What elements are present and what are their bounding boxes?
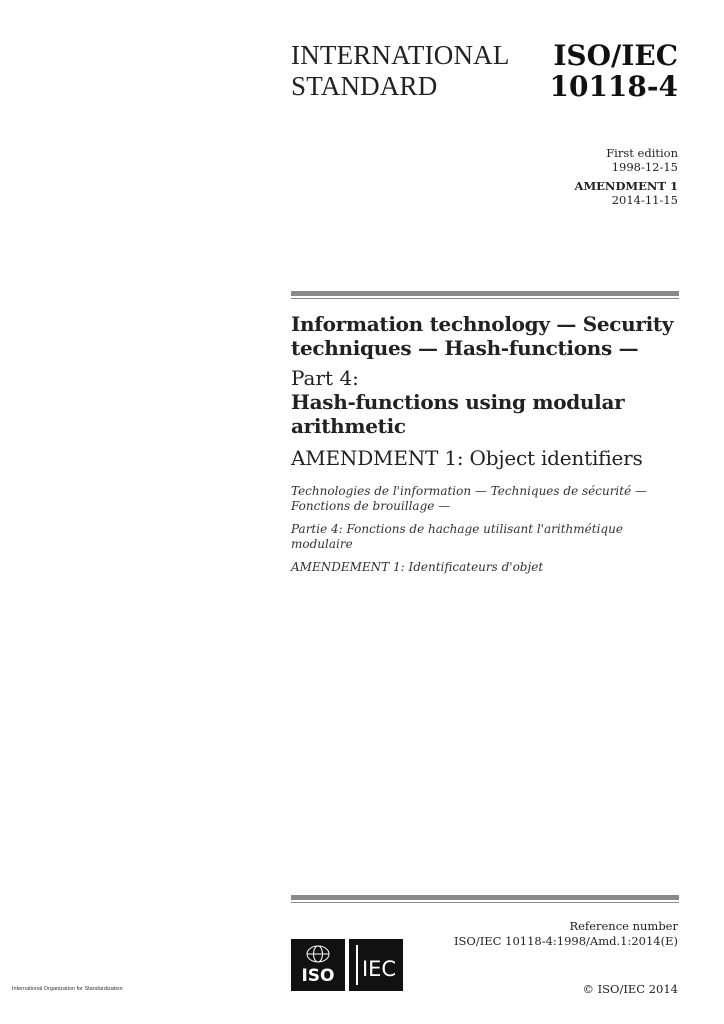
amendment-title: AMENDMENT 1: Object identifiers — [291, 446, 643, 470]
main-title — [291, 312, 691, 360]
bottom-divider — [291, 895, 679, 900]
document-type — [291, 40, 510, 102]
document-type-line1: INTERNATIONAL — [291, 40, 510, 70]
top-divider-thin — [291, 298, 679, 299]
document-type-line2: STANDARD — [291, 71, 438, 101]
french-title-line2: Partie 4: Fonctions de hachage utilisant l'arithmétique modulaire — [291, 522, 623, 551]
title-block — [291, 312, 691, 575]
standard-number-line2: 10118-4 — [549, 70, 678, 103]
french-title-line1: Technologies de l'information — Techniques de sécurité — Fonctions de brouillage — — [291, 484, 648, 513]
standard-number-line1: ISO/IEC — [553, 39, 678, 72]
standard-number — [549, 40, 678, 102]
iso-logo-graphic — [291, 939, 345, 991]
organization-name: International Organization for Standardization — [12, 986, 123, 992]
copyright: © ISO/IEC 2014 — [582, 982, 678, 996]
main-title-line2: techniques — Hash-functions — — [291, 336, 639, 360]
part-title — [291, 390, 691, 438]
reference-number — [454, 919, 678, 949]
edition-label: First edition — [606, 146, 678, 160]
edition-info — [575, 146, 678, 207]
main-title-line1: Information technology — Security — [291, 312, 674, 336]
part-title-line2: arithmetic — [291, 414, 406, 438]
bottom-divider-thin — [291, 902, 679, 903]
iso-logo-text: ISO — [301, 966, 335, 986]
top-divider — [291, 291, 679, 296]
french-title-line3: AMENDEMENT 1: Identificateurs d'objet — [291, 560, 544, 574]
edition-date: 1998-12-15 — [611, 160, 678, 174]
iec-logo-text: IEC — [361, 957, 397, 981]
part-title-line1: Hash-functions using modular — [291, 390, 625, 414]
part-label: Part 4: — [291, 366, 359, 390]
iec-logo-graphic — [349, 939, 403, 991]
iec-logo — [349, 939, 403, 991]
reference-label: Reference number — [569, 919, 678, 933]
amendment-date: 2014-11-15 — [611, 193, 678, 207]
amendment-label: AMENDMENT 1 — [574, 179, 678, 193]
iso-logo — [291, 939, 345, 991]
reference-value: ISO/IEC 10118-4:1998/Amd.1:2014(E) — [454, 934, 678, 948]
